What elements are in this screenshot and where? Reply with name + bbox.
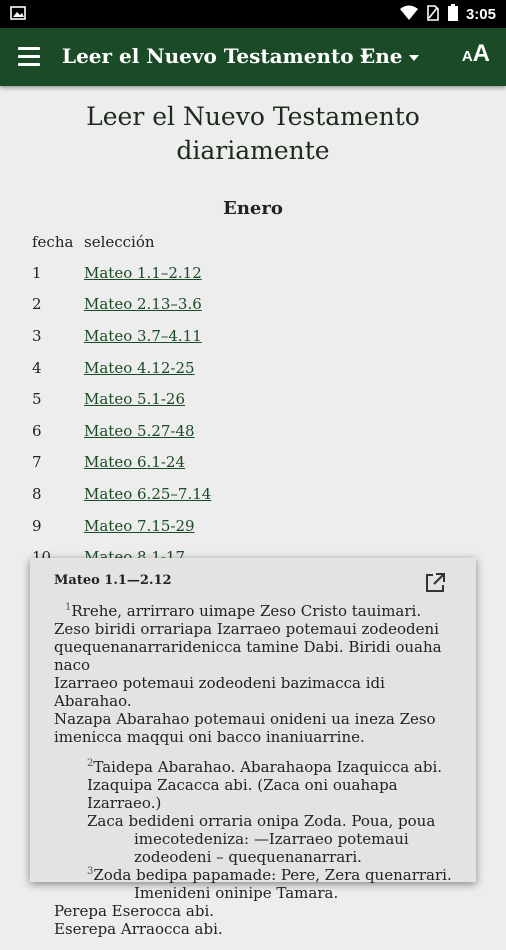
day-number: 9 <box>32 516 42 535</box>
verse-number: 1 <box>65 602 72 613</box>
column-header-date: fecha <box>32 232 74 251</box>
reading-plan-table <box>32 226 211 573</box>
status-time: 3:05 <box>465 6 496 23</box>
reading-link[interactable]: Mateo 7.15-29 <box>84 516 195 535</box>
day-number: 4 <box>32 358 42 377</box>
table-row <box>32 415 211 447</box>
day-number: 5 <box>32 390 42 409</box>
table-header <box>32 226 211 257</box>
day-number: 1 <box>32 263 42 282</box>
status-icons <box>400 4 496 25</box>
reading-link[interactable]: Mateo 3.7–4.11 <box>84 326 202 345</box>
page-title: Leer el Nuevo Testamento diariamente <box>86 102 420 165</box>
verse-3: $^3$Zoda bedipa papamade: Pere, Zera quenarrari. Imenideni oninipe Tamara. Perepa Eserocca abi. Eserepa Arraocca abi. <box>54 866 452 938</box>
no-sim-icon <box>426 5 440 25</box>
dropdown-caret-icon <box>409 55 419 61</box>
popup-reference: Mateo 1.1—2.12 <box>54 573 172 588</box>
app-bar <box>0 28 506 86</box>
reading-link[interactable]: Mateo 6.25–7.14 <box>84 484 212 503</box>
table-row <box>32 447 211 479</box>
day-number: 6 <box>32 421 42 440</box>
table-row <box>32 352 211 384</box>
verse-2: $^2$Taidepa Abarahao. Abarahaopa Izaquicca abi. Izaquipa Zacacca abi. (Zaca oni ouahapa Izarraeo.) Zaca bedideni orraria onipa Zoda. Poua, poua imecotedeniza: —Izarraeo potemaui zodeodeni – quequenanarrari. <box>87 758 443 866</box>
open-external-icon[interactable] <box>424 572 446 594</box>
verse-1: $^1$Rrehe, arrirraro uimape Zeso Cristo tauimari. Zeso biridi orrariapa Izarraeo potemaui zodeodeni quequenanarraridenicca tamine Dabi. Biridi ouaha naco Izarraeo potemaui zodeodeni bazimacca idi Abarahao. Nazapa Abarahao potemaui onideni ua ineza Zeso imenicca maqqui oni bacco inaniuarrine. <box>54 602 442 746</box>
table-row <box>32 510 211 542</box>
reading-link[interactable]: Mateo 6.1-24 <box>84 453 186 472</box>
battery-icon <box>448 4 458 25</box>
verse-number: 3 <box>87 866 94 877</box>
reading-link[interactable]: Mateo 1.1–2.12 <box>84 263 202 282</box>
table-row <box>32 478 211 510</box>
table-row <box>32 289 211 321</box>
reading-link[interactable]: Mateo 4.12-25 <box>84 358 195 377</box>
day-number: 7 <box>32 453 42 472</box>
reading-link[interactable]: Mateo 2.13–3.6 <box>84 295 202 314</box>
book-selector[interactable] <box>62 44 370 68</box>
table-row <box>32 320 211 352</box>
passage-popup[interactable] <box>30 558 476 938</box>
image-icon <box>10 6 26 25</box>
month-label: Ene <box>360 44 403 68</box>
reading-link[interactable]: Mateo 5.27-48 <box>84 421 195 440</box>
table-row <box>32 383 211 415</box>
month-selector[interactable] <box>360 44 419 68</box>
status-bar <box>0 0 506 28</box>
day-number: 8 <box>32 484 42 503</box>
font-size-icon[interactable]: AA <box>461 40 490 67</box>
column-header-selection: selección <box>84 232 155 251</box>
day-number: 3 <box>32 326 42 345</box>
verse-number: 2 <box>87 758 94 769</box>
month-section-title: Enero <box>223 198 283 219</box>
menu-icon[interactable] <box>18 47 40 67</box>
wifi-icon <box>400 5 418 25</box>
passage-text <box>54 602 458 950</box>
app-title: Leer el Nuevo Testamento <box>62 44 354 68</box>
day-number: 2 <box>32 295 42 314</box>
reading-link[interactable]: Mateo 5.1-26 <box>84 390 186 409</box>
table-row <box>32 257 211 289</box>
